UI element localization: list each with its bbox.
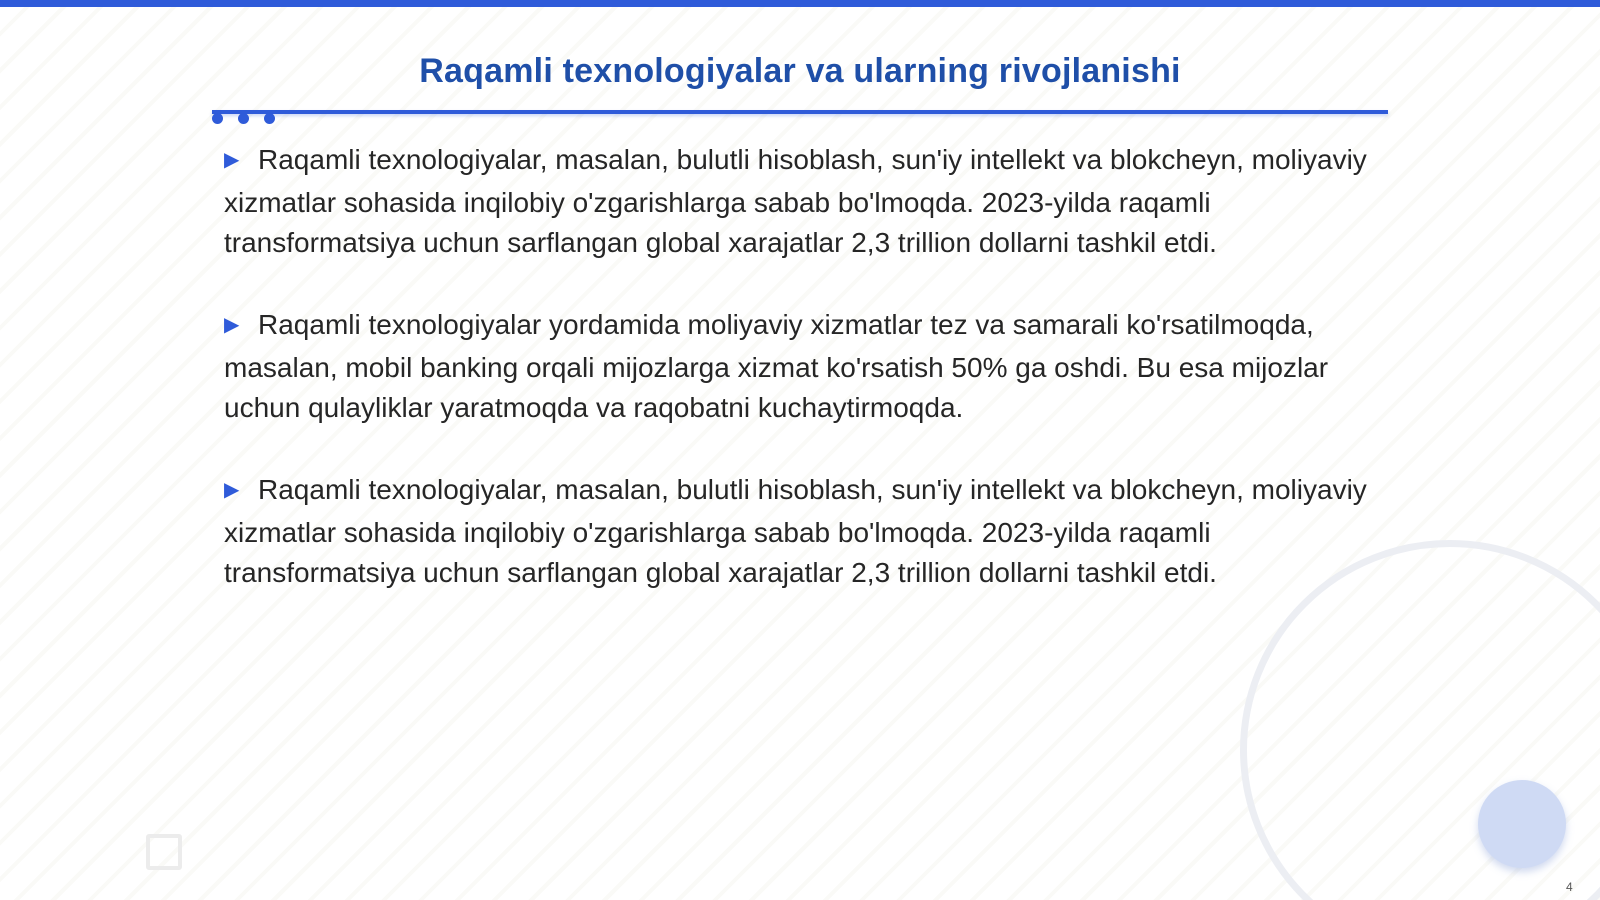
bullet-item: [224, 470, 1394, 593]
bullet-list: [224, 140, 1394, 635]
title-underline: [212, 110, 1388, 114]
bullet-text: Raqamli texnologiyalar, masalan, bulutli hisoblash, sun'iy intellekt va blokcheyn, moliyaviy xizmatlar sohasida inqilobiy o'zgarishlarga sabab bo'lmoqda. 2023-yilda raqamli transformatsiya uchun sarflangan global xarajatlar 2,3 trillion dollarni tashkil etdi.: [224, 144, 1367, 258]
bullet-item: [224, 140, 1394, 263]
top-accent-bar: [0, 0, 1600, 7]
bullet-text: Raqamli texnologiyalar, masalan, bulutli hisoblash, sun'iy intellekt va blokcheyn, moliyaviy xizmatlar sohasida inqilobiy o'zgarishlarga sabab bo'lmoqda. 2023-yilda raqamli transformatsiya uchun sarflangan global xarajatlar 2,3 trillion dollarni tashkil etdi.: [224, 474, 1367, 588]
slide-title: Raqamli texnologiyalar va ularning rivojlanishi: [419, 52, 1181, 90]
decorative-disc: [1478, 780, 1566, 868]
triangle-bullet-icon: ▶: [224, 314, 240, 336]
underline-dot: [238, 113, 249, 124]
underline-dot: [212, 113, 223, 124]
bullet-item: [224, 305, 1394, 428]
underline-dot: [264, 113, 275, 124]
bullet-text: Raqamli texnologiyalar yordamida moliyaviy xizmatlar tez va samarali ko'rsatilmoqda, masalan, mobil banking orqali mijozlarga xizmat ko'rsatish 50% ga oshdi. Bu esa mijozlar uchun qulayliklar yaratmoqda va raqobatni kuchaytirmoqda.: [224, 309, 1329, 423]
decorative-square: [146, 834, 182, 870]
page-number: 4: [1566, 880, 1573, 894]
triangle-bullet-icon: ▶: [224, 479, 240, 501]
triangle-bullet-icon: ▶: [224, 149, 240, 171]
